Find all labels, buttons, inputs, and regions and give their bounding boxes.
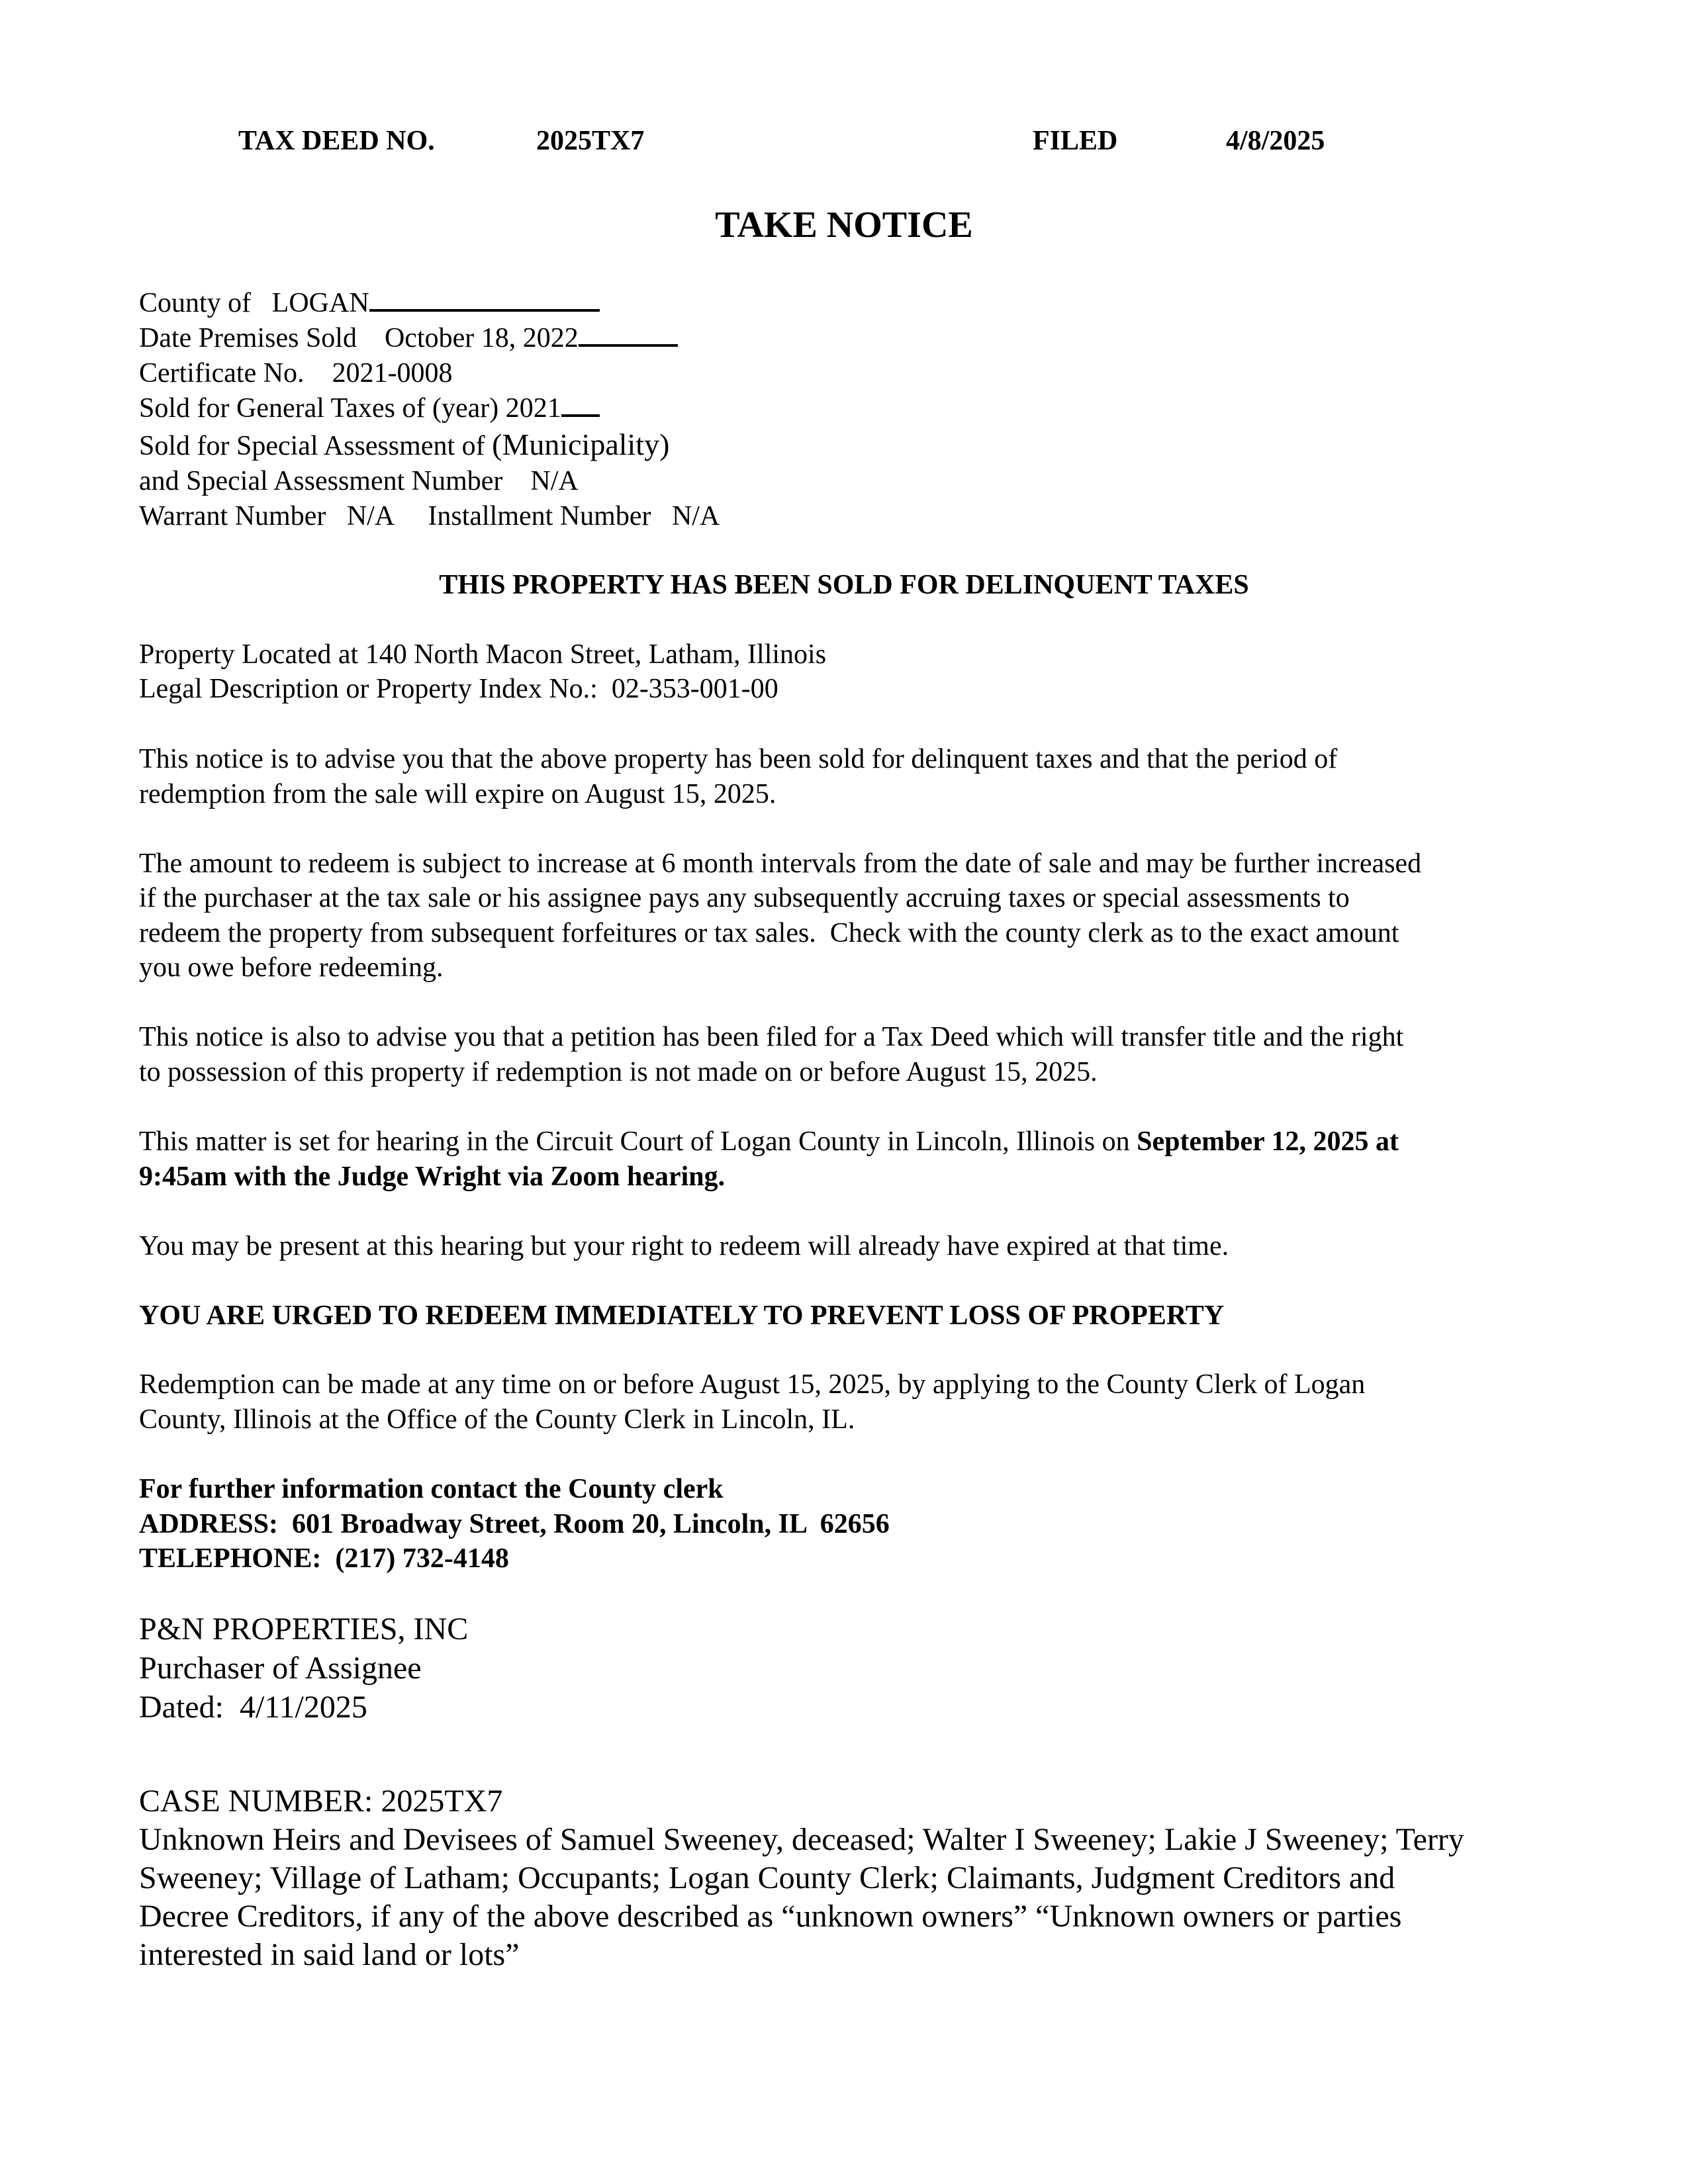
date-sold-value: October 18, 2022 bbox=[384, 323, 579, 353]
paragraph-1-line-2: redemption from the sale will expire on August 15, 2025. bbox=[139, 779, 776, 809]
special-assessment-number-value: N/A bbox=[530, 466, 579, 496]
special-assessment-number-line bbox=[139, 467, 579, 495]
installment-value: N/A bbox=[671, 501, 720, 531]
special-assessment-line bbox=[139, 430, 669, 460]
case-parties-line-2: Sweeney; Village of Latham; Occupants; Logan County Clerk; Claimants, Judgment Creditors and bbox=[139, 1860, 1395, 1895]
filed-date: 4/8/2025 bbox=[1226, 126, 1325, 156]
hearing-line-2: 9:45am with the Judge Wright via Zoom hearing. bbox=[139, 1161, 726, 1192]
sold-heading: THIS PROPERTY HAS BEEN SOLD FOR DELINQUENT TAXES bbox=[439, 570, 1249, 600]
paragraph-5: You may be present at this hearing but your right to redeem will already have expired at that time. bbox=[139, 1231, 1229, 1261]
purchaser-role: Purchaser of Assignee bbox=[139, 1651, 422, 1686]
hearing-line-1 bbox=[139, 1128, 1399, 1156]
paragraph-3-line-2: to possession of this property if redemption is not made on or before August 15, 2025. bbox=[139, 1057, 1098, 1087]
purchaser-dated: Dated: 4/11/2025 bbox=[139, 1690, 367, 1725]
urged-heading: YOU ARE URGED TO REDEEM IMMEDIATELY TO PREVENT LOSS OF PROPERTY bbox=[139, 1300, 1225, 1331]
paragraph-3-line-1: This notice is also to advise you that a petition has been filed for a Tax Deed which will transfer title and the right bbox=[139, 1022, 1404, 1052]
hearing-text: This matter is set for hearing in the Circuit Court of Logan County in Lincoln, Illinois on bbox=[139, 1126, 1137, 1157]
certificate-line bbox=[139, 359, 453, 387]
case-parties-line-3: Decree Creditors, if any of the above described as “unknown owners” “Unknown owners or parties bbox=[139, 1899, 1402, 1934]
paragraph-2-line-4: you owe before redeeming. bbox=[139, 952, 444, 983]
special-assessment-number-label: and Special Assessment Number bbox=[139, 466, 503, 496]
property-legal-description: Legal Description or Property Index No.: 02-353-001-00 bbox=[139, 674, 778, 704]
date-sold-line bbox=[139, 324, 678, 352]
installment-label: Installment Number bbox=[428, 501, 651, 531]
redemption-line-1: Redemption can be made at any time on or before August 15, 2025, by applying to the County Clerk of Logan bbox=[139, 1369, 1366, 1400]
date-sold-underline bbox=[579, 341, 678, 347]
general-taxes-line bbox=[139, 394, 600, 422]
filed-label: FILED bbox=[1033, 126, 1118, 156]
purchaser-name: P&N PROPERTIES, INC bbox=[139, 1612, 469, 1647]
county-value: LOGAN bbox=[271, 288, 369, 318]
warrant-label: Warrant Number bbox=[139, 501, 326, 531]
general-taxes-label: Sold for General Taxes of (year) bbox=[139, 393, 499, 424]
contact-line-1: For further information contact the County clerk bbox=[139, 1474, 724, 1504]
certificate-label: Certificate No. bbox=[139, 358, 305, 388]
case-parties-line-4: interested in said land or lots” bbox=[139, 1937, 520, 1972]
special-assessment-value: (Municipality) bbox=[492, 428, 670, 461]
contact-address: ADDRESS: 601 Broadway Street, Room 20, Lincoln, IL 62656 bbox=[139, 1509, 890, 1539]
county-line bbox=[139, 289, 600, 317]
certificate-value: 2021-0008 bbox=[332, 358, 453, 388]
property-location: Property Located at 140 North Macon Street, Latham, Illinois bbox=[139, 639, 827, 670]
page-title: TAKE NOTICE bbox=[715, 205, 973, 246]
tax-deed-label: TAX DEED NO. bbox=[238, 126, 435, 156]
case-parties-line-1: Unknown Heirs and Devisees of Samuel Sweeney, deceased; Walter I Sweeney; Lakie J Sweeney; Terry bbox=[139, 1822, 1464, 1857]
paragraph-2-line-3: redeem the property from subsequent forfeitures or tax sales. Check with the county clerk as to the exact amount bbox=[139, 918, 1399, 948]
tax-deed-number: 2025TX7 bbox=[536, 126, 645, 156]
county-underline bbox=[369, 306, 600, 312]
paragraph-2-line-1: The amount to redeem is subject to increase at 6 month intervals from the date of sale and may be further increased bbox=[139, 848, 1422, 879]
warrant-line bbox=[139, 502, 720, 530]
county-label: County of bbox=[139, 288, 252, 318]
redemption-line-2: County, Illinois at the Office of the County Clerk in Lincoln, IL. bbox=[139, 1404, 855, 1435]
general-taxes-underline bbox=[561, 412, 600, 417]
paragraph-2-line-2: if the purchaser at the tax sale or his assignee pays any subsequently accruing taxes or special assessments to bbox=[139, 883, 1350, 913]
hearing-date: September 12, 2025 at bbox=[1137, 1126, 1399, 1157]
contact-telephone: TELEPHONE: (217) 732-4148 bbox=[139, 1543, 509, 1574]
case-number: CASE NUMBER: 2025TX7 bbox=[139, 1784, 503, 1819]
warrant-value: N/A bbox=[346, 501, 393, 531]
special-assessment-label: Sold for Special Assessment of bbox=[139, 431, 485, 461]
date-sold-label: Date Premises Sold bbox=[139, 323, 357, 353]
general-taxes-value: 2021 bbox=[505, 393, 561, 424]
paragraph-1-line-1: This notice is to advise you that the above property has been sold for delinquent taxes and that the period of bbox=[139, 744, 1338, 774]
